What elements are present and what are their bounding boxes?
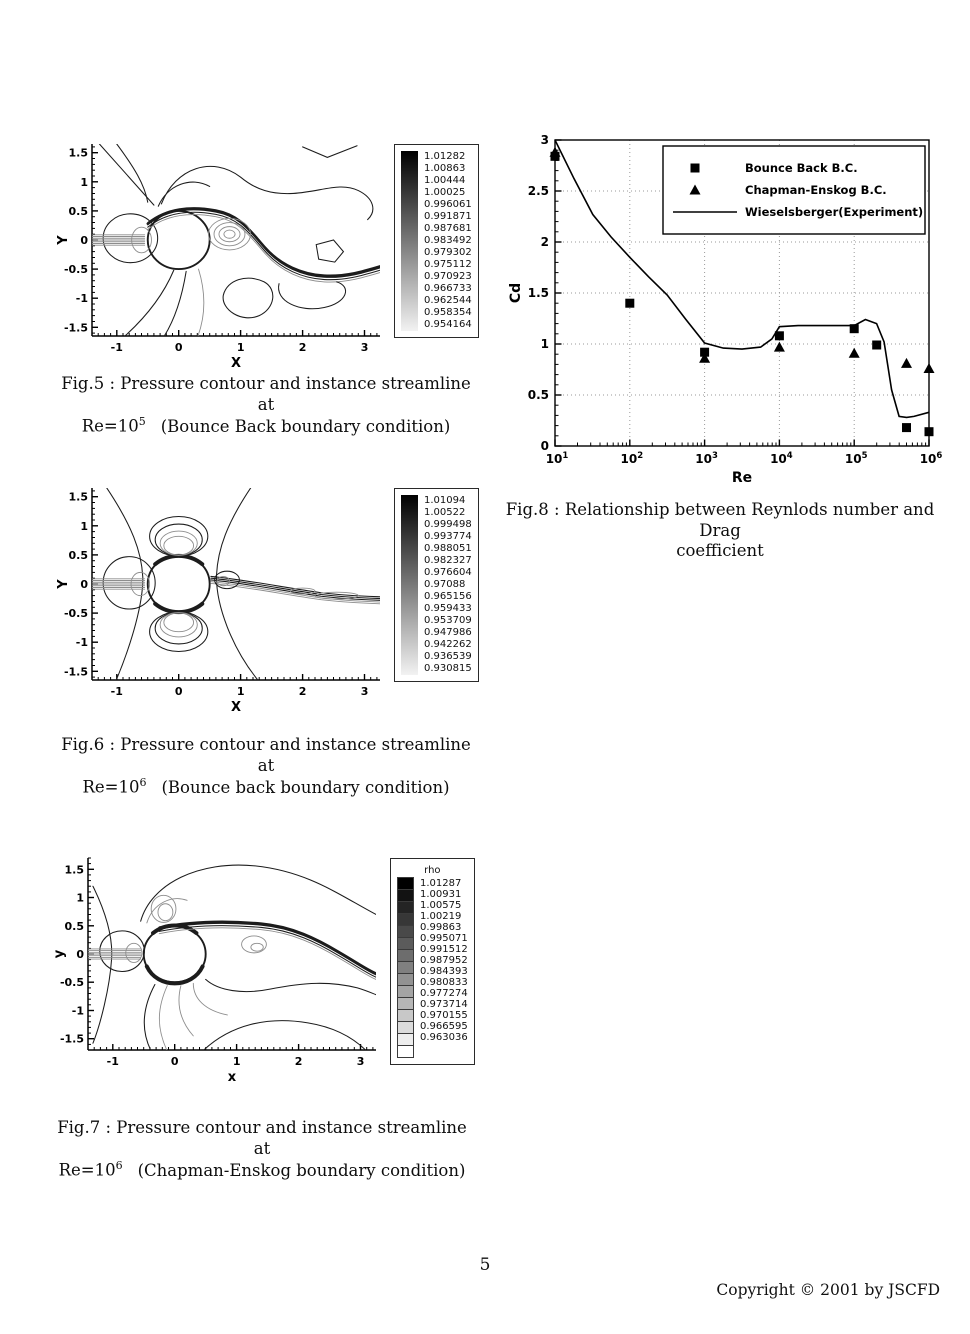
svg-text:104: $10^4$ (770, 451, 793, 466)
svg-text:Cd: Cd (508, 282, 524, 304)
svg-text:x: x (227, 1070, 237, 1085)
figure-8 (505, 128, 943, 562)
svg-text:-1: -1 (71, 1004, 84, 1018)
fig7-contour-lines (88, 865, 376, 1051)
svg-text:-1: -1 (106, 1055, 119, 1068)
svg-text:1: 1 (80, 519, 88, 533)
fig6-axes (56, 488, 380, 715)
figure-5 (56, 138, 479, 437)
svg-text:-0.5: -0.5 (63, 607, 88, 621)
svg-text:0.5: 0.5 (64, 919, 84, 933)
fig7-axes (52, 858, 376, 1085)
svg-text:1: 1 (76, 891, 84, 905)
fig5-caption: Fig.5 : Pressure contour and instance streamline at $Re=10^5$ (Bounce Back boundary condition) (61, 374, 471, 436)
fig5-contour-lines (92, 144, 380, 338)
svg-text:-1.5: -1.5 (63, 665, 88, 679)
svg-text:Y: Y (56, 579, 71, 589)
fig6-contour-plot (56, 482, 386, 718)
svg-text:-1.5: -1.5 (63, 321, 88, 335)
svg-text:0: 0 (174, 685, 183, 698)
fig7-colorbar-legend: rho 1.01287 1.00931 1.00575 1.00219 0.99863 0.995071 0.991512 0.987952 0.984393 0.980833 0.977274 0.973714 0.970155 0.966595 0.963036 (390, 858, 475, 1065)
fig5-colorbar-legend: 1.01282 1.00863 1.00444 1.00025 0.996061 0.991871 0.987681 0.983492 0.979302 0.975112 0.970923 0.966733 0.962544 0.958354 0.954164 (394, 144, 479, 338)
copyright-notice: Copyright © 2001 by JSCFD (716, 1281, 940, 1299)
svg-text:2: 2 (298, 685, 307, 698)
svg-text:1.5: 1.5 (527, 286, 549, 300)
fig6-colorbar-legend: 1.01094 1.00522 0.999498 0.993774 0.988051 0.982327 0.976604 0.97088 0.965156 0.959433 0.953709 0.947986 0.942262 0.936539 0.930815 (394, 488, 479, 682)
fig8-legend (663, 146, 925, 234)
svg-text:1: 1 (236, 341, 245, 354)
svg-text:105: $10^5$ (844, 451, 868, 466)
svg-text:2: 2 (294, 1055, 303, 1068)
svg-text:0.5: 0.5 (527, 388, 549, 402)
svg-text:103: $10^3$ (695, 451, 718, 466)
svg-text:0: 0 (80, 234, 88, 247)
fig8-drag-chart (505, 128, 943, 486)
svg-text:3: 3 (356, 1055, 365, 1068)
fig6-caption: Fig.6 : Pressure contour and instance streamline at $Re=10^6$ (Bounce back boundary condition) (61, 735, 471, 797)
svg-text:0: 0 (174, 341, 183, 354)
svg-text:3: 3 (360, 685, 369, 698)
svg-text:3: 3 (360, 341, 369, 354)
figure-6 (56, 482, 479, 798)
svg-text:1: 1 (236, 685, 245, 698)
svg-text:-1: -1 (110, 685, 123, 698)
svg-text:0.5: 0.5 (68, 548, 88, 562)
figure-7 (52, 852, 475, 1181)
page-number: 5 (479, 1255, 491, 1275)
svg-text:y: y (52, 949, 67, 959)
fig8-chart-contents (508, 133, 942, 486)
fig7-contour-plot (52, 852, 382, 1088)
svg-text:1.5: 1.5 (64, 863, 84, 877)
svg-text:2.5: 2.5 (527, 184, 549, 198)
svg-text:X: X (230, 700, 242, 715)
svg-text:0: 0 (76, 948, 84, 961)
svg-text:Re: Re (731, 470, 753, 486)
fig5-axes (56, 144, 380, 371)
svg-text:102: $10^2$ (620, 451, 644, 466)
svg-text:Bounce Back B.C.: Bounce Back B.C. (745, 161, 858, 175)
fig6-contour-lines (92, 486, 380, 681)
svg-text:101: $10^1$ (545, 451, 569, 466)
svg-text:-1: -1 (75, 636, 88, 650)
svg-text:-1: -1 (110, 341, 123, 354)
svg-text:2: 2 (298, 341, 307, 354)
svg-text:1: 1 (80, 175, 88, 189)
svg-text:Wieselsberger(Experiment): Wieselsberger(Experiment) (745, 205, 924, 219)
svg-text:1.5: 1.5 (68, 490, 88, 504)
svg-text:0.5: 0.5 (68, 204, 88, 218)
svg-text:0: 0 (170, 1055, 179, 1068)
svg-text:3: 3 (540, 133, 549, 147)
fig7-caption: Fig.7 : Pressure contour and instance streamline at $Re=10^6$ (Chapman-Enskog boundary condition) (57, 1118, 467, 1180)
svg-text:-0.5: -0.5 (63, 263, 88, 277)
svg-text:-1: -1 (75, 292, 88, 306)
svg-text:1.5: 1.5 (68, 146, 88, 160)
svg-text:Y: Y (56, 235, 71, 245)
svg-text:-1.5: -1.5 (59, 1032, 84, 1046)
svg-text:Chapman-Enskog B.C.: Chapman-Enskog B.C. (745, 183, 887, 197)
svg-text:106: $10^6$ (919, 451, 943, 466)
svg-text:0: 0 (80, 578, 88, 591)
svg-text:1: 1 (540, 337, 549, 351)
fig8-caption: Fig.8 : Relationship between Reynlods number and Drag coefficient (505, 500, 935, 561)
svg-text:2: 2 (540, 235, 549, 249)
svg-text:0: 0 (540, 439, 549, 453)
svg-text:X: X (230, 356, 242, 371)
svg-text:-0.5: -0.5 (59, 976, 84, 990)
svg-text:1: 1 (232, 1055, 241, 1068)
fig5-contour-plot (56, 138, 386, 374)
